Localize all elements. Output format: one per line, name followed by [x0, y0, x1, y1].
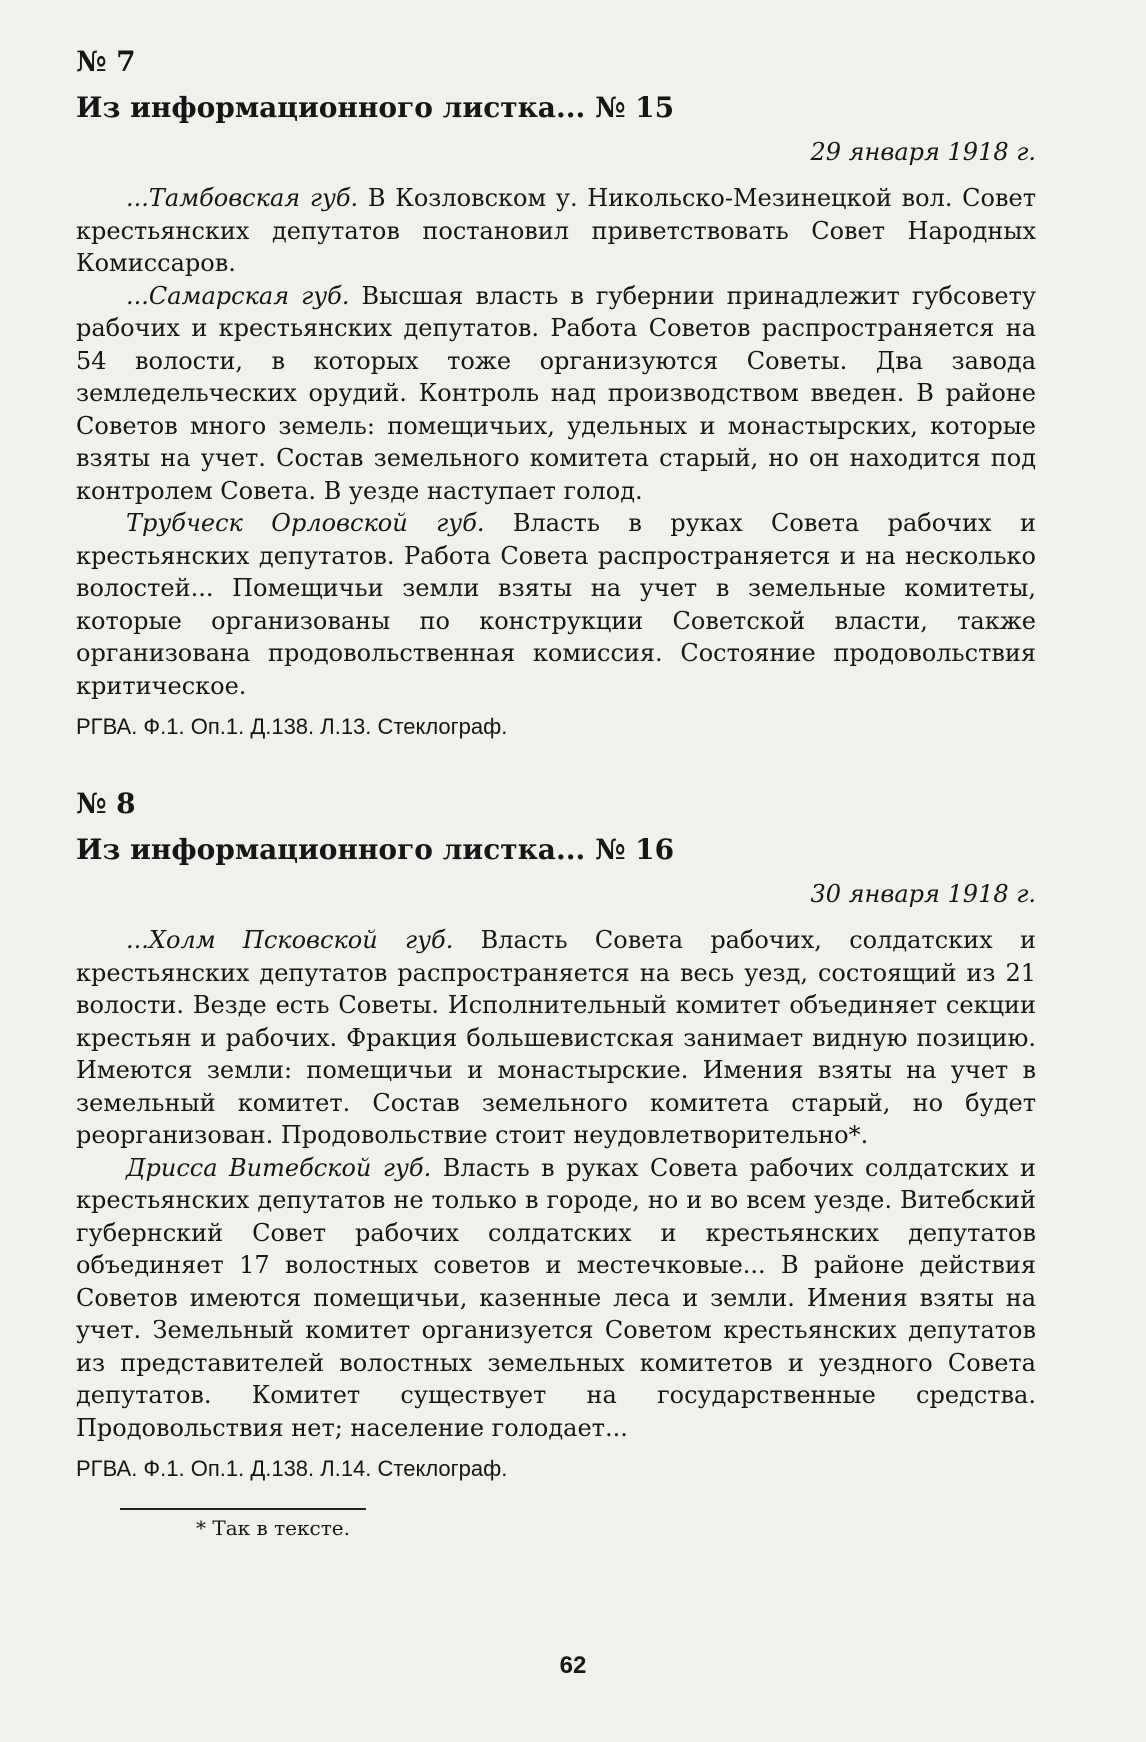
paragraph-text: Высшая власть в губернии принадлежит губсовету рабочих и крестьянских депутатов. Работа Советов распространяется на 54 волости, в которых тоже организуются Советы. Два завода земледельческих орудий. Контроль над производством введен. В районе Советов много земель: помещичьих, удельных и монастырских, которые взяты на учет. Состав земельного комитета старый, но он находится под контролем Совета. В уезде наступает голод. — [76, 281, 1037, 505]
paragraph-drissa — [76, 1152, 1036, 1445]
place-name: ...Самарская губ. — [126, 281, 350, 310]
place-name: Дрисса Витебской губ. — [126, 1153, 432, 1182]
place-name: ...Холм Псковской губ. — [126, 926, 454, 954]
document-number: № 8 — [76, 787, 136, 820]
footnote-divider — [120, 1508, 366, 1510]
document-8 — [76, 786, 1036, 1484]
document-title: Из информационного листка... № 15 — [76, 91, 675, 124]
paragraph-tambov — [76, 182, 1036, 280]
document-date: 30 января 1918 г. — [810, 880, 1036, 908]
paragraph-kholm — [76, 924, 1036, 1152]
document-7 — [76, 44, 1036, 742]
paragraph-trubchevsk — [76, 507, 1036, 702]
paragraph-text: В Козловском у. Никольско-Мезинецкой вол. Совет крестьянских депутатов постановил приветствовать Совет Народных Комиссаров. — [76, 184, 1036, 277]
document-number: № 7 — [76, 45, 136, 78]
page-number: 62 — [559, 1652, 587, 1679]
place-name: Трубческ Орловской губ. — [126, 509, 485, 537]
archive-source: РГВА. Ф.1. Оп.1. Д.138. Л.13. Стеклограф. — [76, 714, 508, 739]
paragraph-text: Власть в руках Совета рабочих солдатских и крестьянских депутатов не только в городе, но и во всем уезде. Витебский губернский Совет рабочих солдатских и крестьянских депутатов объединяет 17 волостных советов и местечковые... В районе действия Советов имеются помещичьи, казенные леса и земли. Имения взяты на учет. Земельный комитет организуется Советом крестьянских депутатов из представителей волостных земельных комитетов и уездного Совета депутатов. Комитет существует на государственные средства. Продовольствия нет; население голодает... — [76, 1153, 1036, 1442]
paragraph-samara — [76, 280, 1036, 508]
document-title: Из информационного листка... № 16 — [76, 833, 675, 866]
document-date: 29 января 1918 г. — [810, 138, 1036, 166]
footnote: * Так в тексте. — [196, 1516, 350, 1540]
paragraph-text: Власть в руках Совета рабочих и крестьянских депутатов. Работа Совета распространяется и на несколько волостей... Помещичьи земли взяты на учет в земельные комитеты, которые организованы по конструкции Советской власти, также организована продовольственная комиссия. Состояние продовольствия критическое. — [76, 509, 1036, 700]
place-name: ...Тамбовская губ. — [126, 184, 359, 212]
archive-source: РГВА. Ф.1. Оп.1. Д.138. Л.14. Стеклограф. — [76, 1456, 508, 1481]
page-content — [76, 44, 1036, 1542]
paragraph-text: Власть Совета рабочих, солдатских и крестьянских депутатов распространяется на весь уезд, состоящий из 21 волости. Везде есть Советы. Исполнительный комитет объединяет секции крестьян и рабочих. Фракция большевистская занимает видную позицию. Имеются земли: помещичьи и монастырские. Имения взяты на учет в земельный комитет. Состав земельного комитета старый, но будет реорганизован. Продовольствие стоит неудовлетворительно*. — [76, 926, 1036, 1149]
